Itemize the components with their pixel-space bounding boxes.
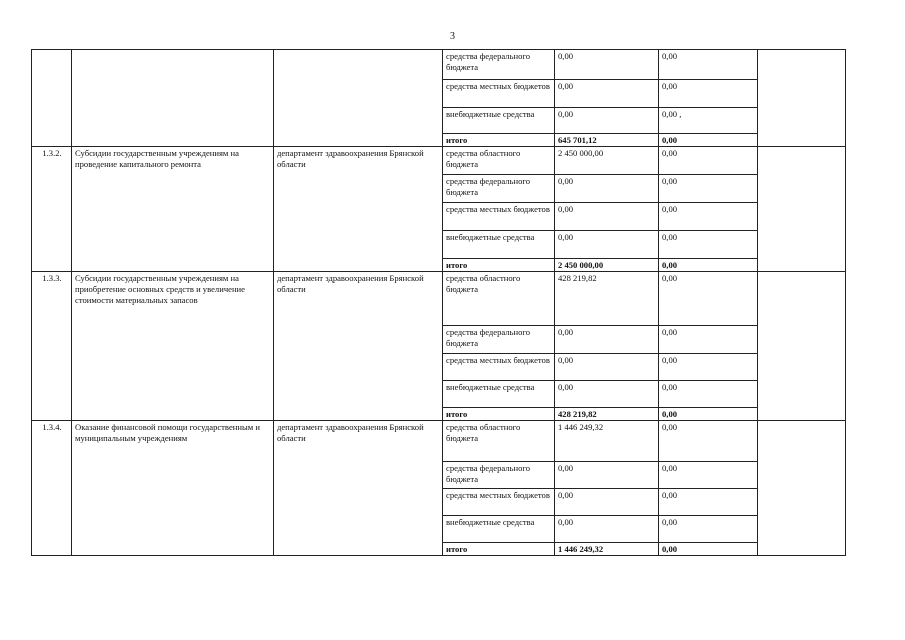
- amount-cell: 0,00: [555, 516, 659, 543]
- amount-cell: 0,00: [555, 175, 659, 203]
- empty-cell: [758, 421, 846, 556]
- source-cell: средства местных бюджетов: [443, 203, 555, 231]
- amount2-cell: 0,00: [659, 408, 758, 421]
- amount-cell: 0,00: [555, 108, 659, 134]
- amount2-cell: 0,00: [659, 421, 758, 462]
- amount-cell: 1 446 249,32: [555, 421, 659, 462]
- source-cell: средства федерального бюджета: [443, 326, 555, 354]
- amount-cell: 2 450 000,00: [555, 147, 659, 175]
- amount-cell: 0,00: [555, 462, 659, 489]
- source-cell: средства местных бюджетов: [443, 80, 555, 108]
- amount2-cell: 0,00: [659, 489, 758, 516]
- measure-name-cell: [72, 50, 274, 147]
- source-cell: средства федерального бюджета: [443, 50, 555, 80]
- table-row: [32, 50, 846, 80]
- measure-name-cell: Субсидии государственным учреждениям на приобретение основных средств и увеличение стоимости материальных запасов: [72, 272, 274, 421]
- table-row: [32, 147, 846, 175]
- amount-cell: 0,00: [555, 354, 659, 381]
- amount2-cell: 0,00: [659, 231, 758, 259]
- amount2-cell: 0,00: [659, 272, 758, 326]
- source-cell: итого: [443, 259, 555, 272]
- source-cell: средства областного бюджета: [443, 147, 555, 175]
- source-cell: итого: [443, 134, 555, 147]
- amount2-cell: 0,00: [659, 381, 758, 408]
- table-row: [32, 272, 846, 326]
- amount-cell: 428 219,82: [555, 408, 659, 421]
- budget-table: [31, 49, 846, 556]
- page-number: 3: [450, 31, 455, 42]
- amount-cell: 0,00: [555, 50, 659, 80]
- source-cell: внебюджетные средства: [443, 108, 555, 134]
- amount-cell: 0,00: [555, 489, 659, 516]
- amount-cell: 0,00: [555, 381, 659, 408]
- measure-name-cell: Оказание финансовой помощи государственным и муниципальным учреждениям: [72, 421, 274, 556]
- amount2-cell: 0,00: [659, 203, 758, 231]
- num-cell: 1.3.3.: [32, 272, 72, 421]
- num-cell: 1.3.2.: [32, 147, 72, 272]
- source-cell: внебюджетные средства: [443, 381, 555, 408]
- amount2-cell: 0,00: [659, 175, 758, 203]
- amount2-cell: 0,00 ,: [659, 108, 758, 134]
- amount2-cell: 0,00: [659, 543, 758, 556]
- amount-cell: 428 219,82: [555, 272, 659, 326]
- amount-cell: 1 446 249,32: [555, 543, 659, 556]
- executor-cell: департамент здравоохранения Брянской области: [274, 421, 443, 556]
- amount2-cell: 0,00: [659, 50, 758, 80]
- amount-cell: 0,00: [555, 231, 659, 259]
- source-cell: итого: [443, 408, 555, 421]
- amount2-cell: 0,00: [659, 259, 758, 272]
- amount-cell: 0,00: [555, 80, 659, 108]
- source-cell: средства областного бюджета: [443, 421, 555, 462]
- source-cell: средства местных бюджетов: [443, 354, 555, 381]
- amount-cell: 645 701,12: [555, 134, 659, 147]
- source-cell: средства федерального бюджета: [443, 462, 555, 489]
- amount2-cell: 0,00: [659, 134, 758, 147]
- source-cell: средства областного бюджета: [443, 272, 555, 326]
- source-cell: средства федерального бюджета: [443, 175, 555, 203]
- table-row: [32, 421, 846, 462]
- empty-cell: [758, 50, 846, 147]
- amount2-cell: 0,00: [659, 326, 758, 354]
- amount-cell: 0,00: [555, 326, 659, 354]
- source-cell: средства местных бюджетов: [443, 489, 555, 516]
- num-cell: [32, 50, 72, 147]
- amount2-cell: 0,00: [659, 80, 758, 108]
- executor-cell: департамент здравоохранения Брянской области: [274, 272, 443, 421]
- empty-cell: [758, 272, 846, 421]
- amount2-cell: 0,00: [659, 147, 758, 175]
- source-cell: внебюджетные средства: [443, 231, 555, 259]
- source-cell: итого: [443, 543, 555, 556]
- source-cell: внебюджетные средства: [443, 516, 555, 543]
- executor-cell: департамент здравоохранения Брянской области: [274, 147, 443, 272]
- empty-cell: [758, 147, 846, 272]
- amount-cell: 2 450 000,00: [555, 259, 659, 272]
- measure-name-cell: Субсидии государственным учреждениям на проведение капитального ремонта: [72, 147, 274, 272]
- amount2-cell: 0,00: [659, 462, 758, 489]
- amount2-cell: 0,00: [659, 354, 758, 381]
- executor-cell: [274, 50, 443, 147]
- amount-cell: 0,00: [555, 203, 659, 231]
- num-cell: 1.3.4.: [32, 421, 72, 556]
- amount2-cell: 0,00: [659, 516, 758, 543]
